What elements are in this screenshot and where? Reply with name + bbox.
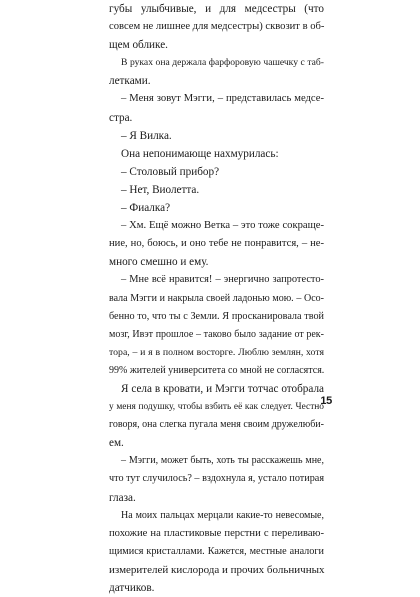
text-line: летками.: [109, 75, 151, 88]
text-line: много смешно и ему.: [109, 256, 209, 269]
text-line: тора, – и я в полном восторге. Люблю землян, хотя: [109, 346, 324, 358]
page-number: 15: [320, 395, 332, 407]
text-line: стра.: [109, 111, 133, 124]
text-line: – Меня зовут Мэгги, – представилась медсе-: [121, 93, 324, 105]
text-line: – Мэгги, может быть, хоть ты расскажешь мне,: [121, 455, 324, 467]
text-line: что тут случилось? – вздохнула я, устало потирая: [109, 473, 325, 485]
text-line: 99% жителей университета со мной не согласятся.: [109, 364, 325, 376]
text-line: Она непонимающе нахмурилась:: [121, 147, 279, 160]
text-line: Я села в кровати, и Мэгги тотчас отобрала: [121, 382, 324, 395]
text-line: щем облике.: [109, 39, 168, 52]
body-text: [109, 0, 324, 597]
text-line: ем.: [109, 437, 124, 450]
text-line: ние, но, боюсь, и оно тебе не понравится, – не-: [109, 238, 324, 250]
text-line: – Я Вилка.: [121, 129, 172, 142]
text-line: На моих пальцах мерцали какие-то невесомые,: [121, 509, 324, 521]
text-line: – Столовый прибор?: [121, 165, 220, 178]
text-line: совсем не лишнее для медсестры) сквозит в об-: [109, 21, 325, 33]
text-line: датчиков.: [109, 582, 155, 594]
text-line: – Фиалка?: [121, 202, 171, 215]
text-line: губы улыбчивые, и для медсестры (что: [109, 3, 324, 15]
text-line: говоря, она слегка пугала меня своим дружелюби-: [109, 419, 324, 431]
text-line: – Хм. Ещё можно Ветка – это тоже сокраще-: [121, 220, 324, 232]
text-line: – Нет, Виолетта.: [121, 183, 200, 196]
text-line: – Мне всё нравится! – энергично запротесто-: [121, 274, 324, 286]
text-line: похожие на пластиковые перстни с переливаю-: [109, 527, 324, 539]
text-line: вала Мэгги и накрыла своей ладонью мою. – Осо-: [109, 292, 324, 304]
text-line: щимися кристаллами. Кажется, местные аналоги: [109, 545, 324, 557]
text-line: В руках она держала фарфоровую чашечку с таб-: [121, 57, 324, 69]
text-line: измерителей кислорода и прочих больничных: [109, 563, 325, 576]
text-line: бенно то, что ты с Земли. Я просканировала твой: [109, 310, 324, 322]
text-line: мозг, Ивэт прошлое – таково было задание от рек-: [109, 328, 324, 340]
text-line: глаза.: [109, 491, 136, 504]
text-line: у меня подушку, чтобы взбить её как следует. Честно: [109, 402, 324, 413]
